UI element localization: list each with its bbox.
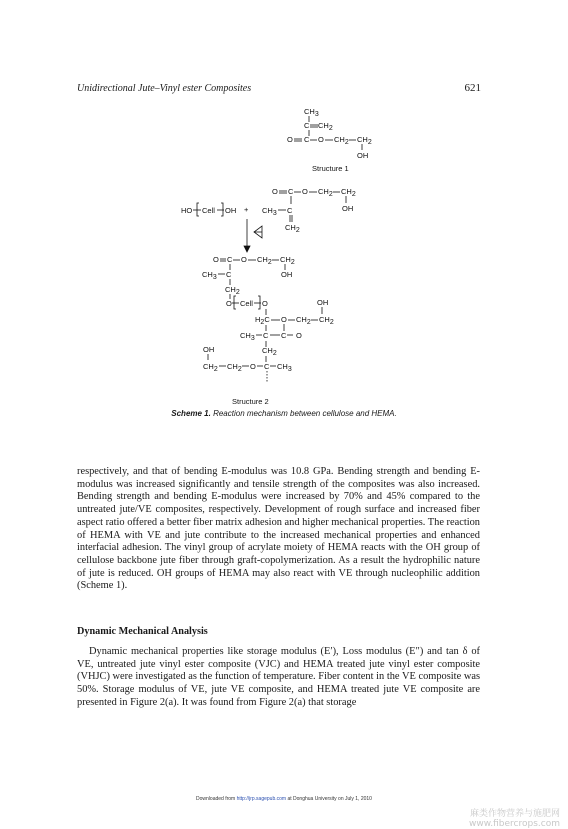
svg-text:CH3: CH3 [277,362,292,373]
svg-text:CH2: CH2 [262,346,277,357]
svg-text:C: C [281,331,287,340]
svg-text:CH2: CH2 [225,285,240,296]
svg-text:CH2: CH2 [318,121,333,132]
svg-text:C: C [288,187,294,196]
svg-text:O: O [250,362,256,371]
body-paragraph-1: respectively, and that of bending E-modulus was 10.8 GPa. Bending strength and bending E-modulus was increased significantly and tensile strength of the composites was also increased. Bending strength and bending E-modulus were increased by 70% and 45% compared to the untreated jute/VE composites, respectively. Development of rough surface and increased fiber aspect ratio offered a better fiber matrix adhesion and higher mechanical properties. The reaction of HEMA with VE and jute contribute to the increased mechanical properties and enhanced interfacial adhesion. The vinyl group of acrylate moiety of HEMA reacts with the OH group of cellulose backbone jute fiber through graft-copolymerization. As a result the hydrophilic nature of jute is reduced. OH groups of HEMA may also react with VE through nucleophilic addition (Scheme 1). [77,466,480,592]
svg-text:O: O [302,187,308,196]
footer-link[interactable]: http://jrp.sagepub.com [236,796,287,802]
section-heading: Dynamic Mechanical Analysis [77,626,208,637]
svg-text:CH2: CH2 [227,362,242,373]
structure-1-label: Structure 1 [312,164,349,173]
watermark [469,806,560,829]
svg-text:CH2: CH2 [357,135,372,146]
scheme-caption [0,409,568,418]
svg-text:CH2: CH2 [280,255,295,266]
svg-text:O: O [287,135,293,144]
svg-text:O: O [318,135,324,144]
svg-text:CH2: CH2 [203,362,218,373]
watermark-line-2: www.fibercrops.com [469,819,560,829]
structure-2 [202,255,334,406]
body-paragraph-2: Dynamic mechanical properties like storage modulus (E′), Loss modulus (E″) and tan δ of VE, untreated jute vinyl ester composite (VJC) and HEMA treated jute vinyl ester composite (VHJC) were investigated as the function of temperature. Fiber content in the VE composite was 50%. Storage modulus of VE, jute VE composite, and HEMA treated jute VE composite are presented in Figure 2(a). It was found from Figure 2(a) that storage [77,646,480,708]
svg-text:+: + [244,205,249,214]
svg-text:Cell: Cell [202,206,215,215]
svg-text:C: C [304,135,310,144]
running-head: Unidirectional Jute–Vinyl ester Composites [77,83,252,94]
svg-text:C: C [227,255,233,264]
reactant-hema [262,187,356,234]
footer-prefix: Downloaded from [196,796,237,802]
caption-lead: Scheme 1. [171,409,211,418]
svg-text:O: O [226,299,232,308]
svg-text:C: C [264,362,270,371]
svg-text:C: C [304,121,310,130]
structure-1 [287,107,372,173]
svg-text:OH: OH [281,270,293,279]
svg-text:OH: OH [203,345,215,354]
page-number: 621 [464,82,481,94]
svg-text:C: C [287,206,293,215]
svg-text:OH: OH [317,298,329,307]
svg-text:CH2: CH2 [319,315,334,326]
svg-text:C: C [226,270,232,279]
download-footer [0,796,568,802]
svg-text:CH3: CH3 [202,270,217,281]
watermark-line-1: 麻类作物营养与施肥网 [469,809,560,819]
svg-text:C: C [263,331,269,340]
svg-text:CH2: CH2 [318,187,333,198]
svg-text:OH: OH [342,204,354,213]
svg-text:O: O [272,187,278,196]
svg-text:HO: HO [181,206,193,215]
svg-text:O: O [296,331,302,340]
svg-text:OH: OH [357,151,369,160]
reactant-cellulose [181,203,249,216]
svg-text:CH2: CH2 [341,187,356,198]
svg-text:CH3: CH3 [262,206,277,217]
svg-text:O: O [262,299,268,308]
svg-text:H2C: H2C [255,315,270,326]
reaction-arrow [244,219,262,252]
structure-2-label: Structure 2 [232,397,269,406]
svg-text:O: O [241,255,247,264]
svg-text:O: O [281,315,287,324]
caption-text: Reaction mechanism between cellulose and HEMA. [213,409,397,418]
svg-text:CH3: CH3 [240,331,255,342]
svg-text:CH3: CH3 [304,107,319,118]
svg-text:CH2: CH2 [334,135,349,146]
svg-text:OH: OH [225,206,237,215]
svg-text:CH2: CH2 [257,255,272,266]
svg-text:Cell: Cell [240,299,253,308]
svg-text:CH2: CH2 [296,315,311,326]
svg-text:CH2: CH2 [285,223,300,234]
svg-text:O: O [213,255,219,264]
footer-suffix: at Donghua University on July 1, 2010 [286,796,372,802]
